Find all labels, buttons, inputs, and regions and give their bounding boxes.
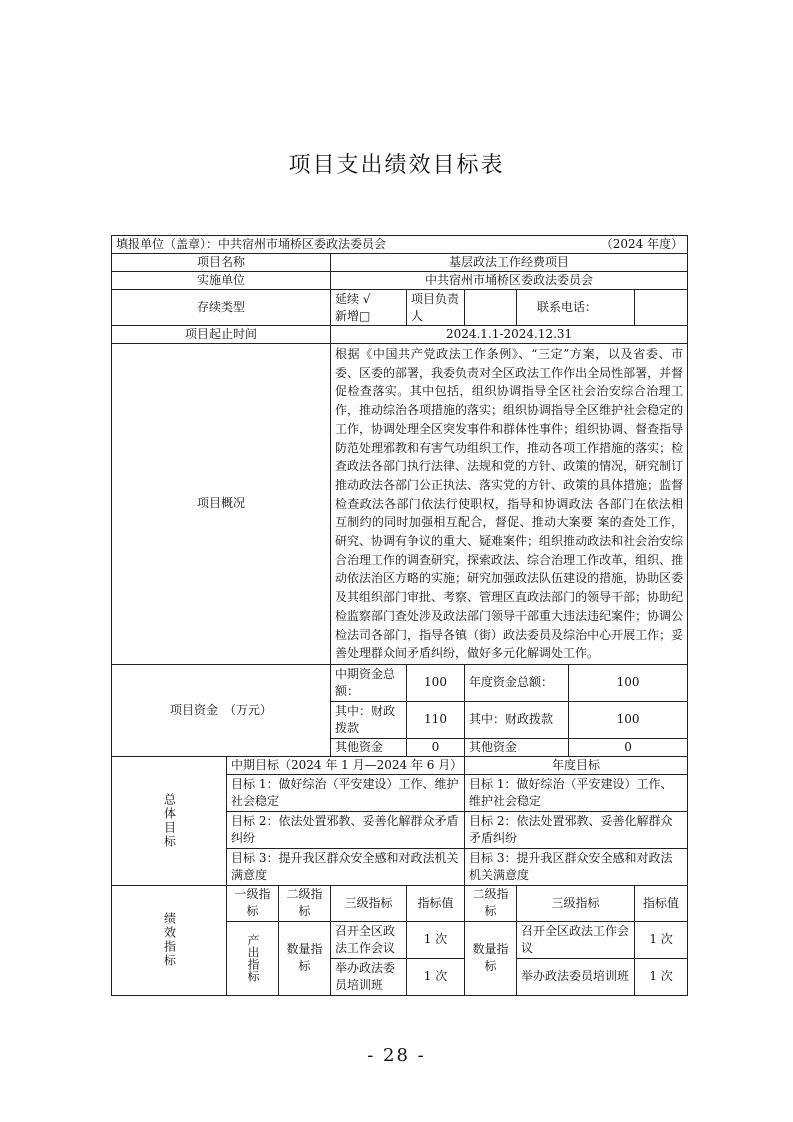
year-goal-header: 年度目标	[465, 756, 688, 774]
year-fiscal-value: 100	[569, 701, 688, 738]
mid-level3-header: 三级指标	[331, 885, 407, 921]
year-indicator-2-value: 1 次	[635, 958, 688, 995]
year-goal-3: 目标 3：提升我区群众安全感和对政法机关满意度	[465, 848, 688, 885]
output-indicator-text: 产出指标	[246, 934, 260, 983]
header-row	[112, 236, 688, 254]
mid-other-value: 0	[407, 738, 465, 756]
year-indicator-1: 召开全区政法工作会议	[517, 921, 635, 958]
mid-quantity-indicator: 数量指标	[279, 921, 331, 995]
continuity-type-options	[331, 290, 407, 326]
year-total-value: 100	[569, 664, 688, 701]
report-year: （2024 年度）	[600, 237, 684, 251]
responsible-value	[465, 290, 517, 326]
funds-label: 项目资金 （万元）	[112, 664, 331, 756]
overview-text: 根据《中国共产党政法工作条例》、“三定”方案，以及省委、市委、区委的部署，我委负责对全区政法工作作出全局性部署，并督促检查落实。其中包括，组织协调指导全区社会治安综合治理工作，推动综治各项措施的落实；组织协调指导全区维护社会稳定的工作，协调处理全区突发事件和群体性事件；组织协调、督查指导防范处理邪教和有害气功组织工作，推动各项工作措施的落实；检查政法各部门执行法律、法规和党的方针、政策的情况，研究制订推动政法各部门公正执法、落实党的方针、政策的具体措施；监督检查政法各部门依法行使职权，指导和协调政法 各部门在依法相互制约的同时加强相互配合，督促、推动大案要 案的查处工作，研究、协调有争议的重大、疑难案件；组织推动政法和社会治安综合治理工作的调查研究，探索政法、综合治理工作改革，组织、推动依法治区方略的实施；研究加强政法队伍建设的措施，协助区委及其组织部门审批、考察、管理区直政法部门的领导干部；协助纪检监察部门查处涉及政法部门领导干部重大违法违纪案件；协调公检法司各部门，指导各镇（街）政法委员及综治中心开展工作；妥善处理群众间矛盾纠纷，做好多元化解调处工作。	[331, 344, 688, 665]
year-fiscal-label: 其中：财政拨款	[465, 701, 569, 738]
mid-level2-header: 二级指标	[279, 885, 331, 921]
reporting-unit: 填报单位（盖章）：中共宿州市埇桥区委政法委员会	[116, 237, 387, 251]
mid-goal-2: 目标 2：依法处置邪教、妥善化解群众矛盾纠纷	[227, 811, 465, 848]
impl-unit-value: 中共宿州市埇桥区委政法委员会	[331, 272, 688, 290]
mid-value-header: 指标值	[407, 885, 465, 921]
output-indicator-cell	[227, 921, 279, 995]
mid-goal-header: 中期目标（2024 年 1 月—2024 年 6 月）	[227, 756, 465, 774]
mid-level1-header: 一级指标	[227, 885, 279, 921]
overall-goals-label	[112, 756, 227, 885]
continuity-type-label: 存续类型	[112, 290, 331, 326]
year-level3-header: 三级指标	[517, 885, 635, 921]
perf-indicators-text: 绩效指标	[162, 912, 177, 969]
responsible-label: 项目负责人	[407, 290, 465, 326]
mid-indicator-1-value: 1 次	[407, 921, 465, 958]
mid-indicator-2: 举办政法委员培训班	[331, 958, 407, 995]
mid-total-value: 100	[407, 664, 465, 701]
project-name-value: 基层政法工作经费项目	[331, 254, 688, 272]
mid-goal-3: 目标 3：提升我区群众安全感和对政法机关满意度	[227, 848, 465, 885]
period-label: 项目起止时间	[112, 326, 331, 344]
year-indicator-1-value: 1 次	[635, 921, 688, 958]
contact-phone-label: 联系电话：	[517, 290, 635, 326]
continue-option: 延续 √	[335, 291, 371, 306]
mid-indicator-2-value: 1 次	[407, 958, 465, 995]
mid-fiscal-value: 110	[407, 701, 465, 738]
contact-phone-value	[635, 290, 688, 326]
performance-goal-table	[111, 235, 688, 996]
impl-unit-label: 实施单位	[112, 272, 331, 290]
year-other-value: 0	[569, 738, 688, 756]
document-title: 项目支出绩效目标表	[288, 153, 505, 178]
mid-total-label: 中期资金总额：	[331, 664, 407, 701]
year-indicator-2: 举办政法委员培训班	[517, 958, 635, 995]
year-level2-header: 二级指标	[465, 885, 517, 921]
mid-fiscal-label: 其中：财政拨款	[331, 701, 407, 738]
year-total-label: 年度资金总额：	[465, 664, 569, 701]
perf-indicators-label	[112, 885, 227, 995]
year-goal-1: 目标 1：做好综治（平安建设）工作、维护社会稳定	[465, 774, 688, 811]
mid-other-label: 其他资金	[331, 738, 407, 756]
project-name-label: 项目名称	[112, 254, 331, 272]
year-quantity-indicator: 数量指标	[465, 921, 517, 995]
period-value: 2024.1.1-2024.12.31	[331, 326, 688, 344]
overall-goals-text: 总体目标	[162, 792, 177, 849]
overview-label: 项目概况	[112, 344, 331, 665]
year-value-header: 指标值	[635, 885, 688, 921]
mid-indicator-1: 召开全区政法工作会议	[331, 921, 407, 958]
new-option: 新增□	[335, 308, 371, 323]
page-number: - 28 -	[367, 1045, 426, 1066]
mid-goal-1: 目标 1：做好综治（平安建设）工作、维护社会稳定	[227, 774, 465, 811]
year-goal-2: 目标 2：依法处置邪教、妥善化解群众矛盾纠纷	[465, 811, 688, 848]
year-other-label: 其他资金	[465, 738, 569, 756]
